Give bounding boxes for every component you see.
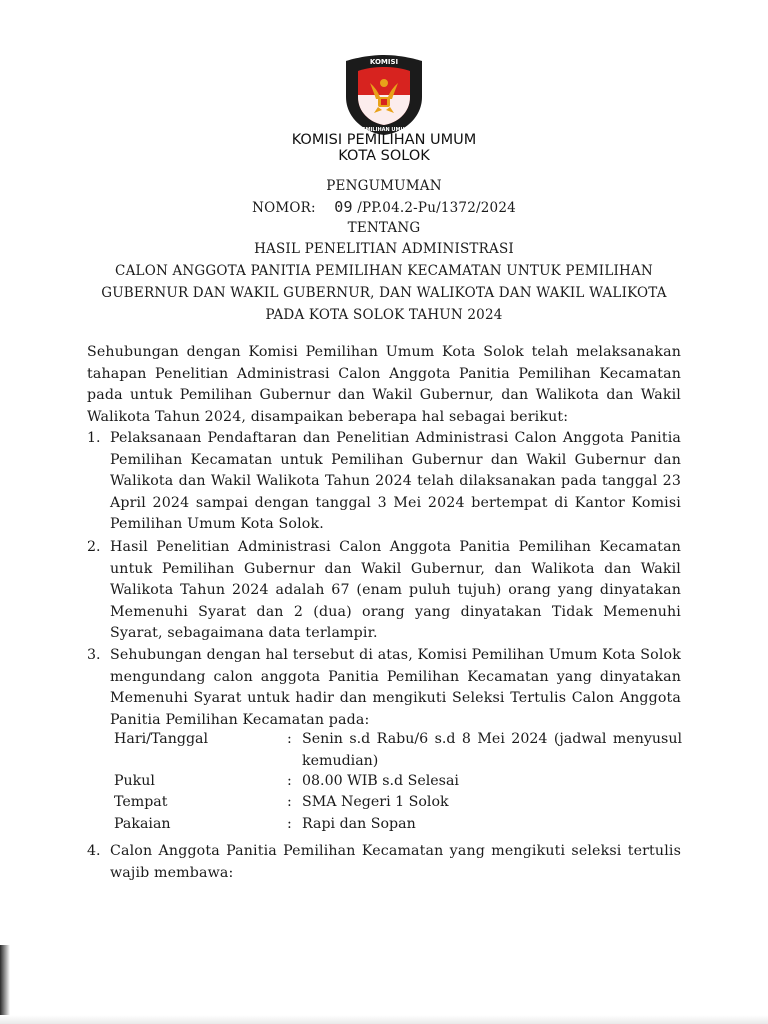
scan-bottom-shadow [0,1015,768,1024]
item-4-text: Calon Anggota Panitia Pemilihan Kecamatan yang mengikuti seleksi tertulis wajib membawa: [110,843,681,881]
schedule-label-place: Tempat [114,794,168,810]
item-1-number: 1. [87,430,101,446]
number-rest: /PP.04.2-Pu/1372/2024 [357,200,516,216]
schedule-value-place: SMA Negeri 1 Solok [302,794,449,810]
item-1-text: Pelaksanaan Pendaftaran dan Penelitian Administrasi Calon Anggota Panitia Pemilihan Kecamatan untuk Pemilihan Gubernur dan Wakil Gubernur dan Walikota dan Wakil Walikota Tahun 2024 telah dilaksanakan pada tanggal 23 April 2024 sampai dengan tanggal 3 Mei 2024 bertempat di Kantor Komisi Pemilihan Umum Kota Solok. [110,430,681,532]
org-name-line1: KOMISI PEMILIHAN UMUM [291,132,477,148]
item-3-number: 3. [87,647,101,663]
schedule-value-day-date: Senin s.d Rabu/6 s.d 8 Mei 2024 (jadwal menyusul kemudian) [302,731,682,769]
subject-line-4: PADA KOTA SOLOK TAHUN 2024 [265,307,503,323]
logo-text-top: KOMISI [369,58,399,66]
schedule-label-attire: Pakaian [114,816,171,832]
schedule-colon: : [287,816,292,832]
item-2-text: Hasil Penelitian Administrasi Calon Anggota Panitia Pemilihan Kecamatan untuk Pemilihan Gubernur dan Wakil Gubernur, dan Walikota dan Wakil Walikota Tahun 2024 adalah 67 (enam puluh tujuh) orang yang dinyatakan Memenuhi Syarat dan 2 (dua) orang yang dinyatakan Tidak Memenuhi Syarat, sebagaimana data terlampir. [110,539,681,641]
about-heading: TENTANG [347,220,421,236]
schedule-label-day-date: Hari/Tanggal [114,731,209,747]
subject-line-2: CALON ANGGOTA PANITIA PEMILIHAN KECAMATAN UNTUK PEMILIHAN [115,263,653,279]
logo-text-bottom: PEMILIHAN UMUM [358,127,410,133]
kpu-logo-icon [342,53,426,137]
subject-line-3: GUBERNUR DAN WAKIL GUBERNUR, DAN WALIKOTA DAN WAKIL WALIKOTA [101,285,667,301]
intro-paragraph: Sehubungan dengan Komisi Pemilihan Umum Kota Solok telah melaksanakan tahapan Penelitian Administrasi Calon Anggota Panitia Pemilihan Kecamatan pada untuk Pemilihan Gubernur dan Wakil Gubernur, dan Walikota dan Wakil Walikota Tahun 2024, disampaikan beberapa hal sebagai berikut: [87,344,681,425]
schedule-colon: : [287,731,292,747]
schedule-label-time: Pukul [114,773,155,789]
schedule-colon: : [287,773,292,789]
scan-edge-shadow [0,945,10,1024]
schedule-value-time: 08.00 WIB s.d Selesai [302,773,459,789]
item-4-number: 4. [87,843,101,859]
announcement-number [0,197,768,219]
handwritten-number: 09 [334,198,353,216]
schedule-value-attire: Rapi dan Sopan [302,816,416,832]
subject-line-1: HASIL PENELITIAN ADMINISTRASI [254,241,514,257]
number-label: NOMOR: [252,200,316,216]
schedule-colon: : [287,794,292,810]
item-3-text: Sehubungan dengan hal tersebut di atas, Komisi Pemilihan Umum Kota Solok mengundang calon anggota Panitia Pemilihan Kecamatan yang dinyatakan Memenuhi Syarat untuk hadir dan mengikuti Seleksi Tertulis Calon Anggota Panitia Pemilihan Kecamatan pada: [110,647,681,728]
item-2-number: 2. [87,539,101,555]
org-name-line2: KOTA SOLOK [338,148,430,164]
announcement-heading: PENGUMUMAN [326,178,442,194]
